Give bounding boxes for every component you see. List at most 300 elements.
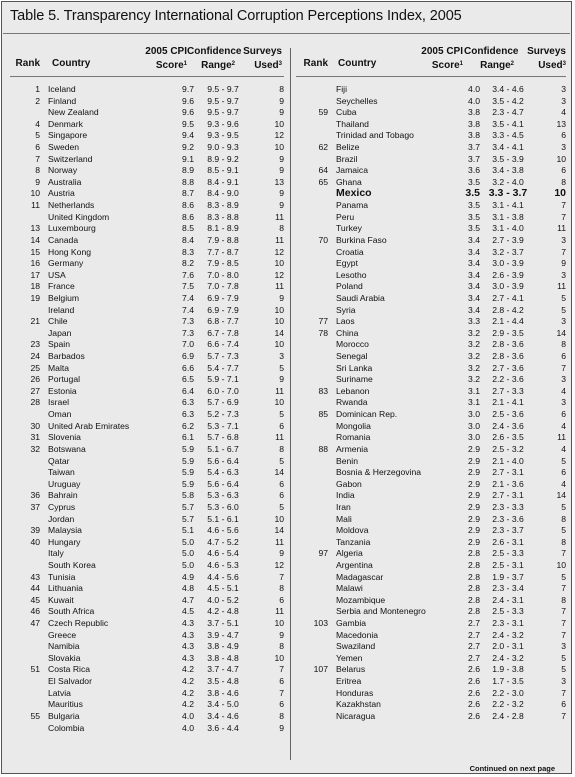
surveys-cell: 4 (561, 478, 566, 489)
range-cell: 2.1 - 4.1 (492, 397, 524, 408)
country-cell: Kuwait (48, 594, 74, 605)
country-cell: Luxembourg (48, 223, 96, 234)
table-row (296, 711, 566, 723)
range-cell: 5.7 - 6.9 (207, 397, 239, 408)
table-row (296, 200, 566, 212)
country-cell: Burkina Faso (336, 234, 387, 245)
rank-cell (296, 537, 328, 549)
rank-cell (10, 456, 40, 468)
table-row (10, 363, 284, 375)
range-cell: 5.6 - 6.4 (207, 478, 239, 489)
country-cell: Sweden (48, 142, 80, 153)
surveys-cell: 6 (279, 699, 284, 710)
score-cell: 4.3 (182, 618, 194, 629)
range-cell: 6.6 - 7.4 (207, 339, 239, 350)
surveys-cell: 3 (561, 316, 566, 327)
score-cell: 4.5 (182, 606, 194, 617)
score-cell: 2.9 (468, 490, 480, 501)
rank-cell (296, 572, 328, 584)
range-cell: 2.3 - 3.1 (492, 618, 524, 629)
surveys-cell: 7 (561, 606, 566, 617)
range-cell: 8.4 - 9.1 (207, 176, 239, 187)
country-cell: Swaziland (336, 641, 376, 652)
rank-cell (296, 606, 328, 618)
score-cell: 3.5 (468, 211, 480, 222)
range-cell: 1.9 - 3.8 (492, 664, 524, 675)
range-cell: 4.0 - 5.2 (207, 594, 239, 605)
score-cell: 4.3 (182, 641, 194, 652)
surveys-cell: 3 (561, 397, 566, 408)
range-cell: 7.9 - 8.5 (207, 258, 239, 269)
rank-cell: 88 (318, 443, 328, 454)
rank-cell: 9 (35, 176, 40, 187)
header-rule-right (296, 76, 566, 77)
surveys-cell: 12 (274, 559, 284, 570)
country-cell: Iran (336, 501, 351, 512)
score-cell: 9.6 (182, 95, 194, 106)
table-row (296, 409, 566, 421)
surveys-cell: 5 (279, 362, 284, 373)
rank-cell (296, 595, 328, 607)
score-cell: 3.8 (468, 130, 480, 141)
country-cell: Australia (48, 176, 82, 187)
country-cell: Gabon (336, 478, 362, 489)
country-cell: Czech Republic (48, 618, 109, 629)
country-cell: Croatia (336, 246, 364, 257)
table-row (10, 502, 284, 514)
surveys-cell: 6 (561, 130, 566, 141)
header-surveys-right: Surveys Used$^3$ (527, 46, 566, 71)
score-cell: 2.8 (468, 548, 480, 559)
surveys-cell: 11 (275, 432, 284, 443)
table-row (10, 537, 284, 549)
range-cell: 3.1 - 4.1 (492, 200, 524, 211)
range-cell: 3.1 - 3.8 (492, 211, 524, 222)
surveys-cell: 5 (279, 409, 284, 420)
rank-cell (296, 699, 328, 711)
country-cell: Israel (48, 397, 70, 408)
rank-cell (296, 688, 328, 700)
range-cell: 6.9 - 7.9 (207, 304, 239, 315)
country-cell: Moldova (336, 525, 369, 536)
score-cell: 3.4 (468, 304, 480, 315)
rank-cell: 59 (318, 107, 328, 118)
range-cell: 2.2 - 3.2 (492, 699, 524, 710)
country-cell: Brazil (336, 153, 358, 164)
range-cell: 3.9 - 4.7 (207, 629, 239, 640)
score-cell: 5.7 (182, 513, 194, 524)
range-cell: 3.4 - 4.6 (207, 710, 239, 721)
table-row (296, 432, 566, 444)
country-cell: Mozambique (336, 594, 386, 605)
surveys-cell: 5 (561, 571, 566, 582)
table-row (10, 258, 284, 270)
score-cell: 6.9 (182, 351, 194, 362)
country-cell: USA (48, 269, 66, 280)
rank-cell: 39 (30, 525, 40, 536)
country-cell: Madagascar (336, 571, 384, 582)
table-row (296, 316, 566, 328)
surveys-cell: 5 (561, 304, 566, 315)
country-cell: Bahrain (48, 490, 78, 501)
score-cell: 2.9 (468, 455, 480, 466)
rank-cell: 18 (30, 281, 40, 292)
surveys-cell: 6 (279, 594, 284, 605)
table-row (10, 606, 284, 618)
table-row (296, 386, 566, 398)
rank-cell: 27 (30, 385, 40, 396)
score-cell: 2.7 (468, 641, 480, 652)
header-rule-left (10, 76, 284, 77)
surveys-cell: 5 (561, 292, 566, 303)
score-cell: 5.0 (182, 536, 194, 547)
score-cell: 2.9 (468, 525, 480, 536)
country-cell: Qatar (48, 455, 70, 466)
table-row (10, 293, 284, 305)
table-row (10, 96, 284, 108)
score-cell: 3.2 (468, 362, 480, 373)
range-cell: 3.7 - 5.1 (207, 618, 239, 629)
table-row (296, 270, 566, 282)
country-cell: Laos (336, 316, 355, 327)
country-cell: Dominican Rep. (336, 409, 398, 420)
score-cell: 3.1 (468, 385, 480, 396)
surveys-cell: 9 (279, 153, 284, 164)
rank-cell (296, 583, 328, 595)
table-row (10, 212, 284, 224)
table-row (296, 165, 566, 177)
table-row (10, 688, 284, 700)
table-row (296, 235, 566, 247)
surveys-cell: 6 (279, 420, 284, 431)
rank-cell (296, 212, 328, 224)
country-cell: Malaysia (48, 525, 82, 536)
score-cell: 3.0 (468, 409, 480, 420)
table-row (296, 212, 566, 224)
range-cell: 3.5 - 3.9 (492, 153, 524, 164)
country-cell: Egypt (336, 258, 358, 269)
table-row (10, 165, 284, 177)
country-cell: Jamaica (336, 165, 368, 176)
range-cell: 2.9 - 3.5 (492, 327, 524, 338)
table-row (10, 572, 284, 584)
range-cell: 2.8 - 3.6 (492, 351, 524, 362)
range-cell: 4.6 - 5.4 (207, 548, 239, 559)
rank-cell: 77 (318, 316, 328, 327)
country-cell: Bulgaria (48, 710, 80, 721)
rank-cell (10, 699, 40, 711)
score-cell: 9.1 (182, 153, 194, 164)
surveys-cell: 3 (561, 641, 566, 652)
surveys-cell: 10 (556, 153, 566, 164)
table-row (10, 409, 284, 421)
table-row (10, 711, 284, 723)
score-cell: 2.9 (468, 478, 480, 489)
score-cell: 2.8 (468, 606, 480, 617)
rank-cell: 25 (30, 362, 40, 373)
country-cell: Colombia (48, 722, 85, 733)
table-row (296, 223, 566, 235)
country-cell: Mongolia (336, 420, 371, 431)
surveys-cell: 5 (279, 455, 284, 466)
score-cell: 4.2 (182, 699, 194, 710)
range-cell: 2.3 - 3.3 (492, 501, 524, 512)
score-cell: 8.9 (182, 165, 194, 176)
country-cell: Fiji (336, 84, 347, 94)
table-row (296, 328, 566, 340)
score-cell: 2.7 (468, 652, 480, 663)
score-cell: 5.0 (182, 548, 194, 559)
range-cell: 1.7 - 3.5 (492, 676, 524, 687)
surveys-cell: 11 (557, 281, 566, 292)
score-cell: 6.4 (182, 385, 194, 396)
score-cell: 2.6 (468, 687, 480, 698)
range-cell: 3.4 - 4.6 (492, 84, 524, 94)
rank-cell: 13 (30, 223, 40, 234)
surveys-cell: 6 (279, 490, 284, 501)
score-cell: 9.7 (182, 84, 194, 94)
score-cell: 3.5 (468, 223, 480, 234)
score-cell: 3.2 (468, 351, 480, 362)
rank-cell (296, 200, 328, 212)
table-row (10, 235, 284, 247)
score-cell: 8.4 (182, 234, 194, 245)
country-cell: Barbados (48, 351, 85, 362)
surveys-cell: 5 (561, 455, 566, 466)
range-cell: 2.0 - 3.1 (492, 641, 524, 652)
country-cell: Germany (48, 258, 84, 269)
surveys-cell: 5 (561, 652, 566, 663)
country-cell: Estonia (48, 385, 77, 396)
range-cell: 8.9 - 9.2 (207, 153, 239, 164)
table-row (10, 548, 284, 560)
surveys-cell: 9 (561, 258, 566, 269)
surveys-cell: 11 (275, 385, 284, 396)
rank-cell (296, 490, 328, 502)
table-row (10, 177, 284, 189)
rank-cell: 107 (313, 664, 328, 675)
rank-cell (10, 548, 40, 560)
range-cell: 3.8 - 4.6 (207, 687, 239, 698)
range-cell: 9.5 - 9.7 (207, 95, 239, 106)
range-cell: 3.3 - 4.5 (492, 130, 524, 141)
range-cell: 2.4 - 2.8 (492, 710, 524, 721)
surveys-cell: 7 (279, 571, 284, 582)
country-cell: Ghana (336, 176, 362, 187)
range-cell: 2.2 - 3.6 (492, 374, 524, 385)
range-cell: 9.3 - 9.6 (207, 118, 239, 129)
rank-cell (296, 641, 328, 653)
country-cell: Hungary (48, 536, 81, 547)
range-cell: 5.2 - 7.3 (207, 409, 239, 420)
table-row (296, 641, 566, 653)
score-cell: 4.0 (182, 710, 194, 721)
range-cell: 8.3 - 8.8 (207, 211, 239, 222)
range-cell: 3.2 - 3.7 (492, 246, 524, 257)
table-row (10, 188, 284, 200)
surveys-cell: 10 (274, 397, 284, 408)
country-cell: South Africa (48, 606, 95, 617)
surveys-cell: 5 (561, 525, 566, 536)
table-row (296, 281, 566, 293)
score-cell: 9.5 (182, 118, 194, 129)
rank-cell: 85 (318, 409, 328, 420)
rank-cell (296, 502, 328, 514)
table-row (296, 583, 566, 595)
country-cell: South Korea (48, 559, 96, 570)
country-cell: Sri Lanka (336, 362, 373, 373)
surveys-cell: 14 (556, 327, 566, 338)
rank-cell (296, 351, 328, 363)
range-cell: 2.7 - 3.1 (492, 490, 524, 501)
table-row (10, 328, 284, 340)
surveys-cell: 7 (561, 583, 566, 594)
rank-cell: 51 (30, 664, 40, 675)
rank-cell: 65 (318, 176, 328, 187)
country-cell: Bosnia & Herzegovina (336, 467, 422, 478)
rank-cell (296, 305, 328, 317)
score-cell: 5.9 (182, 467, 194, 478)
score-cell: 5.9 (182, 443, 194, 454)
surveys-cell: 3 (561, 142, 566, 153)
country-cell: India (336, 490, 355, 501)
surveys-cell: 7 (561, 548, 566, 559)
score-cell: 9.4 (182, 130, 194, 141)
continued-note: Continued on next page (469, 764, 555, 773)
surveys-cell: 7 (561, 618, 566, 629)
table-row (296, 502, 566, 514)
score-cell: 3.7 (468, 142, 480, 153)
range-cell: 2.7 - 4.1 (492, 292, 524, 303)
range-cell: 3.0 - 3.9 (492, 258, 524, 269)
range-cell: 3.5 - 4.8 (207, 676, 239, 687)
rank-cell (10, 653, 40, 665)
table-row (296, 258, 566, 270)
surveys-cell: 13 (556, 118, 566, 129)
country-cell: Spain (48, 339, 70, 350)
rank-cell (296, 467, 328, 479)
surveys-cell: 8 (279, 641, 284, 652)
surveys-cell: 3 (561, 374, 566, 385)
score-cell: 2.6 (468, 676, 480, 687)
surveys-cell: 10 (274, 142, 284, 153)
rank-cell: 2 (35, 95, 40, 106)
table-row (10, 490, 284, 502)
range-cell: 2.5 - 3.3 (492, 548, 524, 559)
rank-cell (296, 374, 328, 386)
score-cell: 7.4 (182, 304, 194, 315)
country-cell: China (336, 327, 359, 338)
rank-cell: 6 (35, 142, 40, 153)
surveys-cell: 8 (279, 443, 284, 454)
table-row (296, 142, 566, 154)
rank-cell: 19 (30, 292, 40, 303)
surveys-cell: 11 (275, 211, 284, 222)
range-cell: 2.8 - 4.2 (492, 304, 524, 315)
country-cell: Belgium (48, 292, 80, 303)
score-cell: 2.8 (468, 559, 480, 570)
surveys-cell: 6 (279, 478, 284, 489)
country-cell: Tunisia (48, 571, 76, 582)
score-cell: 3.5 (468, 200, 480, 211)
table-row (10, 618, 284, 630)
score-cell: 5.9 (182, 478, 194, 489)
range-cell: 2.8 - 3.6 (492, 339, 524, 350)
surveys-cell: 6 (279, 676, 284, 687)
header-rank-left: Rank (15, 58, 40, 69)
surveys-cell: 8 (561, 176, 566, 187)
table-row (296, 514, 566, 526)
rank-cell (296, 456, 328, 468)
country-cell: Malawi (336, 583, 363, 594)
country-cell: France (48, 281, 75, 292)
country-cell: Benin (336, 455, 358, 466)
rank-cell: 55 (30, 710, 40, 721)
country-cell: New Zealand (48, 107, 99, 118)
surveys-cell: 11 (275, 234, 284, 245)
surveys-cell: 7 (561, 211, 566, 222)
rank-cell (10, 688, 40, 700)
surveys-cell: 8 (561, 594, 566, 605)
surveys-cell: 7 (561, 629, 566, 640)
country-cell: Mauritius (48, 699, 83, 710)
country-cell: United Kingdom (48, 211, 110, 222)
rank-cell: 26 (30, 374, 40, 385)
score-cell: 5.1 (182, 525, 194, 536)
score-cell: 3.5 (468, 176, 480, 187)
country-cell: Yemen (336, 652, 363, 663)
score-cell: 6.2 (182, 420, 194, 431)
table-row (296, 177, 566, 189)
table-row (10, 421, 284, 433)
range-cell: 9.0 - 9.3 (207, 142, 239, 153)
surveys-cell: 7 (561, 362, 566, 373)
country-cell: Austria (48, 188, 75, 199)
rank-cell: 62 (318, 142, 328, 153)
score-cell: 5.0 (182, 559, 194, 570)
range-cell: 6.8 - 7.7 (207, 316, 239, 327)
range-cell: 2.5 - 3.3 (492, 606, 524, 617)
rank-cell: 5 (35, 130, 40, 141)
country-cell: Slovakia (48, 652, 81, 663)
rank-cell (296, 525, 328, 537)
surveys-cell: 10 (556, 559, 566, 570)
range-cell: 5.7 - 7.3 (207, 351, 239, 362)
rank-cell (10, 328, 40, 340)
score-cell: 2.9 (468, 443, 480, 454)
surveys-cell: 10 (554, 188, 566, 200)
score-cell: 3.3 (468, 316, 480, 327)
range-cell: 8.5 - 9.1 (207, 165, 239, 176)
rank-cell: 37 (30, 501, 40, 512)
table-row (10, 699, 284, 711)
range-cell: 9.5 - 9.7 (207, 84, 239, 94)
table-row (10, 456, 284, 468)
range-cell: 3.4 - 3.8 (492, 165, 524, 176)
range-cell: 5.4 - 7.7 (207, 362, 239, 373)
score-cell: 5.9 (182, 455, 194, 466)
surveys-cell: 6 (561, 409, 566, 420)
country-cell: Mexico (336, 188, 372, 200)
range-cell: 7.7 - 8.7 (207, 246, 239, 257)
rank-cell (296, 560, 328, 572)
rank-cell (296, 258, 328, 270)
rank-cell (296, 421, 328, 433)
rank-cell (10, 212, 40, 224)
table-row (296, 479, 566, 491)
table-row (10, 374, 284, 386)
score-cell: 3.5 (465, 188, 480, 200)
